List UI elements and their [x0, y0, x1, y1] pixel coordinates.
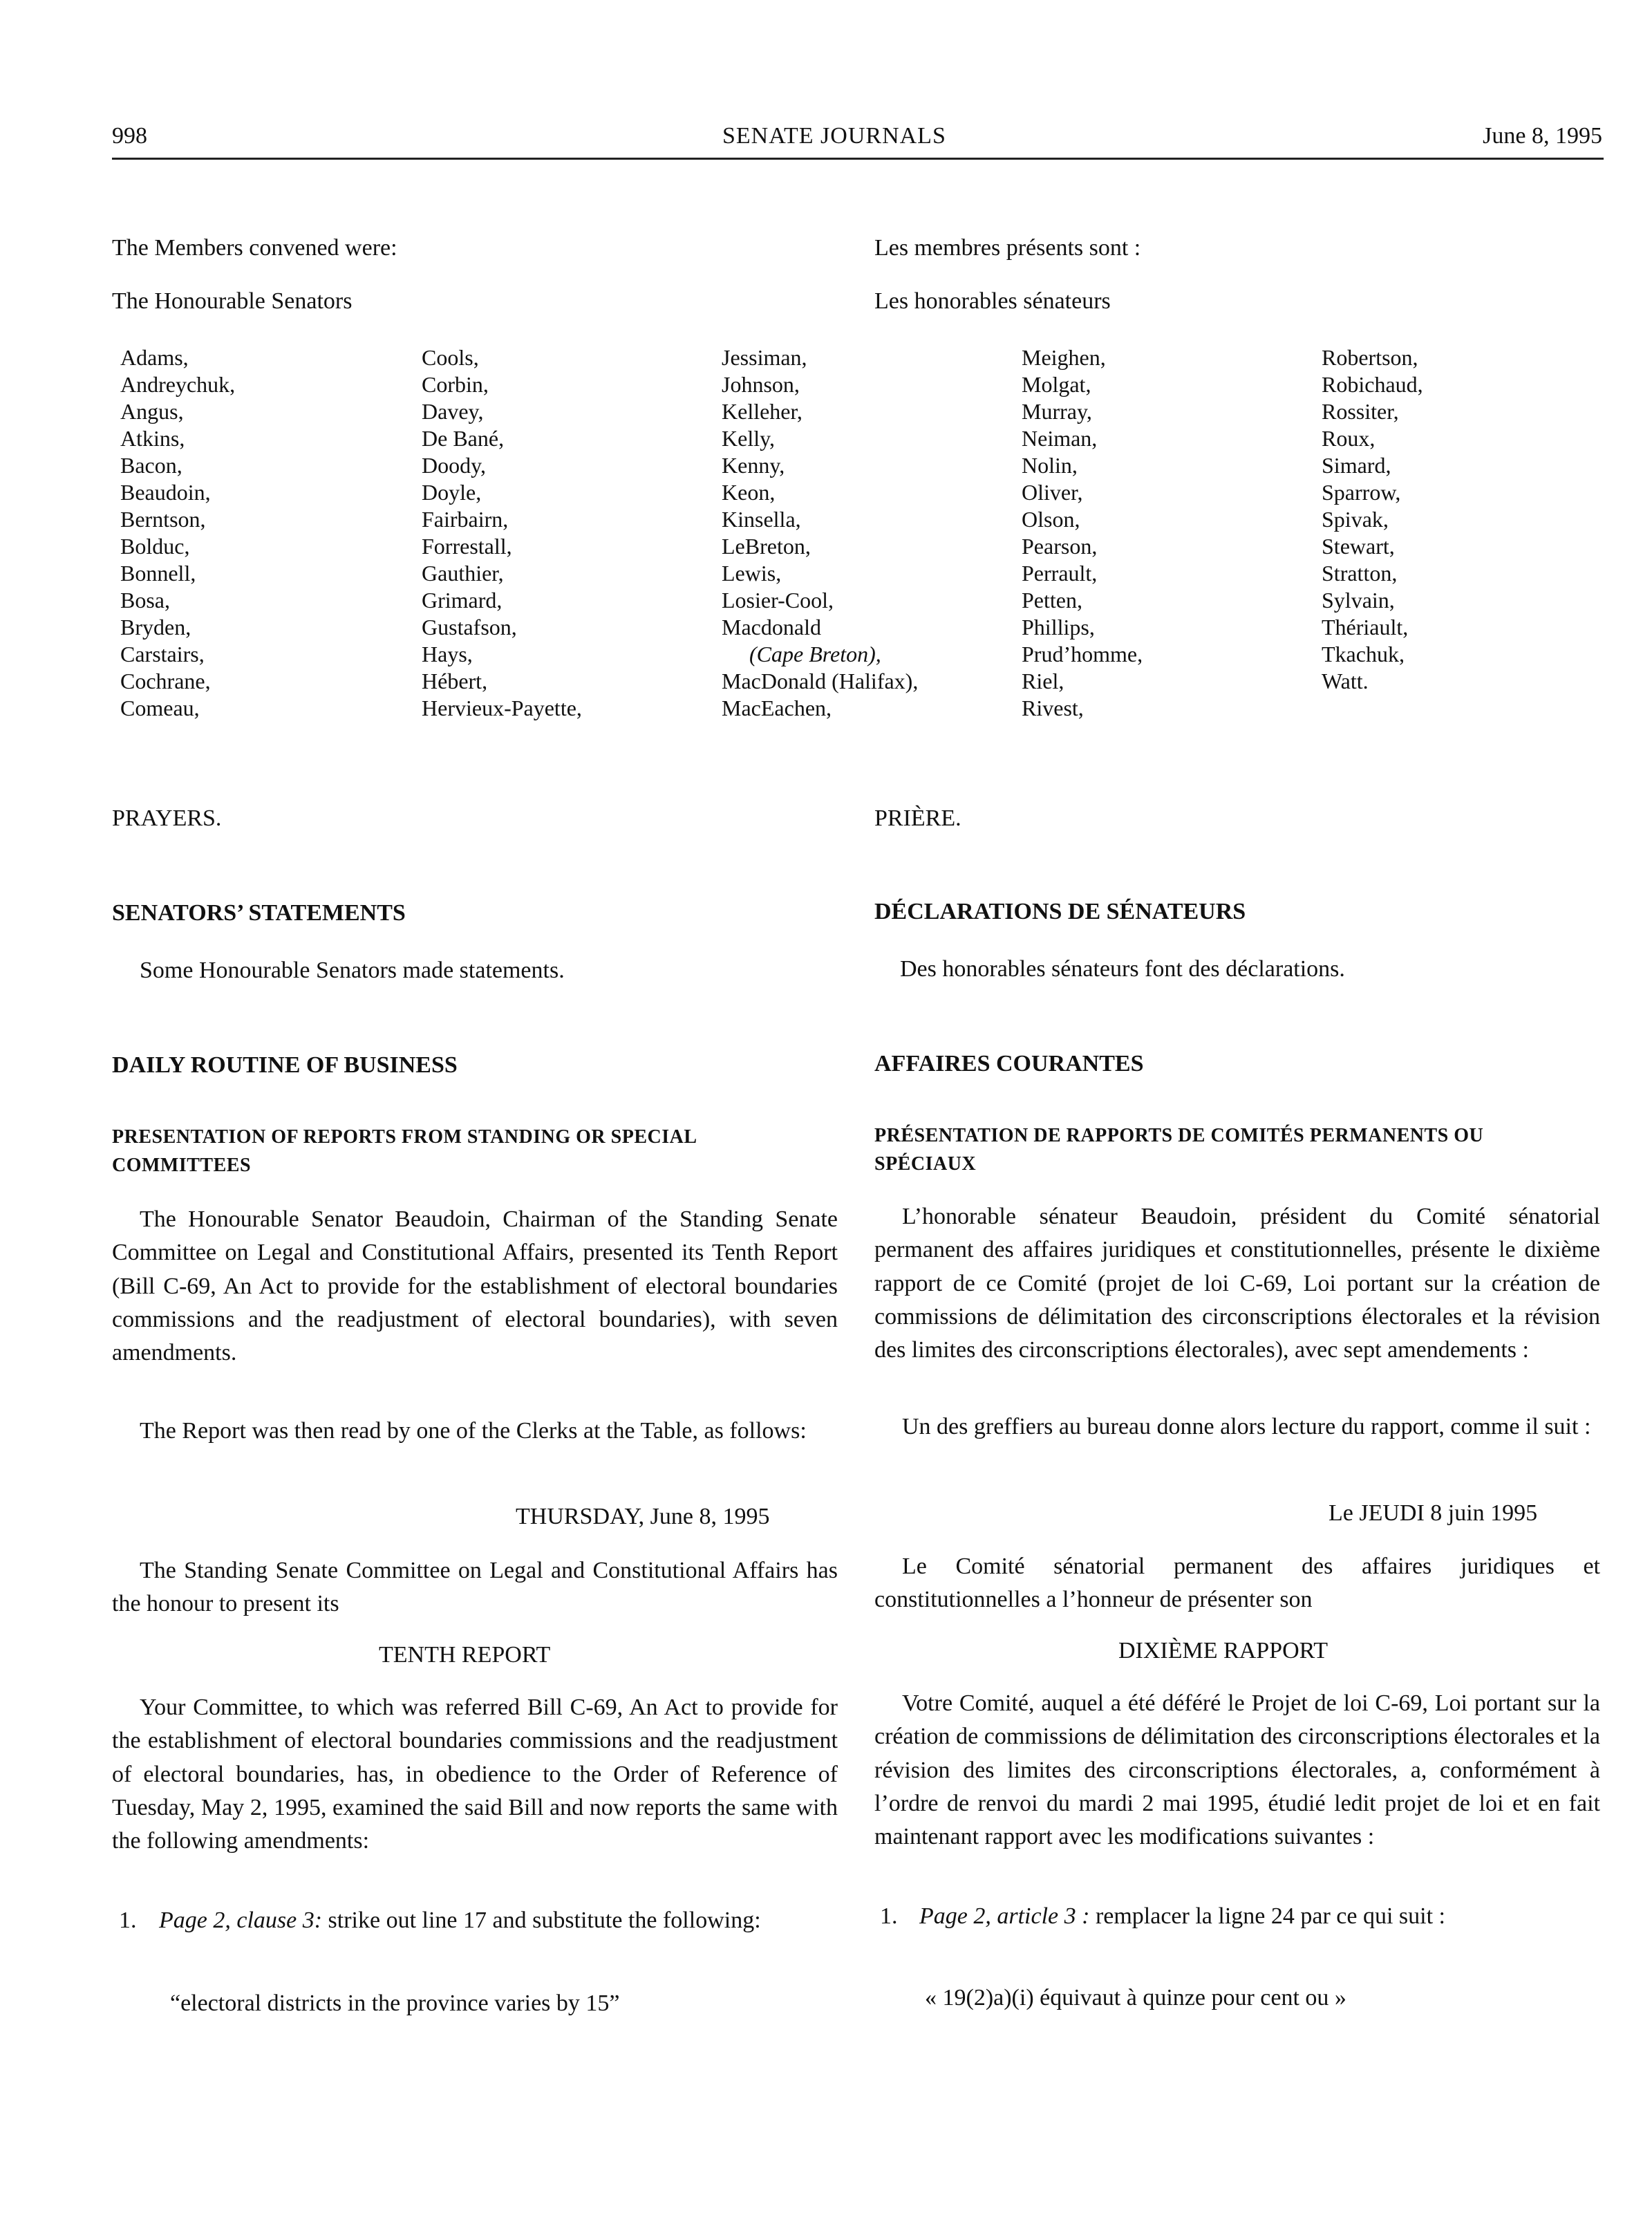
senator-name: Keon,	[722, 480, 776, 505]
report-date-fr: Le JEUDI 8 juin 1995	[1329, 1500, 1538, 1526]
senator-name: Doody,	[422, 453, 487, 478]
senator-name: Olson,	[1022, 507, 1080, 532]
senator-name-qualifier: (Cape Breton),	[749, 642, 881, 666]
amendment-quote-en: “electoral districts in the province varies by 15”	[170, 1990, 620, 2016]
prayers-fr: PRIÈRE.	[874, 805, 961, 831]
senator-name: Grimard,	[422, 588, 503, 613]
senator-name: Perrault,	[1022, 561, 1098, 586]
senator-name: Robichaud,	[1322, 372, 1423, 397]
senator-name: Sylvain,	[1322, 588, 1395, 613]
presentation-heading-en: PRESENTATION OF REPORTS FROM STANDING OR SPECIAL COMMITTEES	[112, 1126, 696, 1176]
senator-name: Gustafson,	[422, 615, 517, 640]
senator-name: Spivak,	[1322, 507, 1389, 532]
senator-name: Prud’homme,	[1022, 642, 1143, 666]
presentation-heading-fr: PRÉSENTATION DE RAPPORTS DE COMITÉS PERMANENTS OU SPÉCIAUX	[874, 1125, 1484, 1175]
senator-name: Thériault,	[1322, 615, 1409, 640]
header-rule	[112, 158, 1604, 160]
statements-heading-fr: DÉCLARATIONS DE SÉNATEURS	[874, 899, 1246, 924]
senator-name: Hébert,	[422, 669, 488, 693]
senators-column-5	[1322, 344, 1423, 695]
report-title-en: TENTH REPORT	[379, 1642, 551, 1668]
senator-name: Adams,	[120, 345, 189, 370]
senator-name: Rossiter,	[1322, 399, 1399, 424]
senator-name: Lewis,	[722, 561, 782, 586]
routine-heading-en: DAILY ROUTINE OF BUSINESS	[112, 1052, 458, 1078]
senator-name: Simard,	[1322, 453, 1391, 478]
senator-name: Corbin,	[422, 372, 489, 397]
senator-name: Doyle,	[422, 480, 482, 505]
senator-name: Andreychuk,	[120, 372, 236, 397]
honourable-senators-fr: Les honorables sénateurs	[874, 288, 1111, 314]
statements-text-fr: Des honorables sénateurs font des déclarations.	[900, 956, 1345, 982]
report-read-paragraph-en: The Report was then read by one of the Clerks at the Table, as follows:	[140, 1418, 807, 1444]
amendment-text-fr	[919, 1900, 1600, 1933]
report-presented-paragraph-fr: L’honorable sénateur Beaudoin, président du Comité sénatorial permanent des affaires juridiques et constitutionnelles, présente le dixième rapport de ce Comité (projet de loi C-69, Loi portant sur la création de commissions de délimitation des circonscriptions électorales et la révision des limites des circonscriptions électorales), avec sept amendements :	[874, 1204, 1600, 1363]
senator-name: Beaudoin,	[120, 480, 211, 505]
senator-name: Hervieux-Payette,	[422, 696, 582, 720]
report-title-fr: DIXIÈME RAPPORT	[1118, 1638, 1329, 1663]
running-title: SENATE JOURNALS	[722, 123, 946, 149]
senator-name: Stewart,	[1322, 534, 1395, 559]
senator-name: Kenny,	[722, 453, 785, 478]
members-convened-en: The Members convened were:	[112, 235, 397, 261]
senator-name: Molgat,	[1022, 372, 1091, 397]
senator-name: Atkins,	[120, 426, 185, 451]
committee-honour-paragraph-fr: Le Comité sénatorial permanent des affaires juridiques et constitutionnelles a l’honneur de présenter son	[874, 1554, 1600, 1613]
senator-name: Comeau,	[120, 696, 200, 720]
senator-name: Gauthier,	[422, 561, 504, 586]
senator-name: Jessiman,	[722, 345, 807, 370]
senators-column-3	[722, 344, 918, 722]
senator-name: Murray,	[1022, 399, 1092, 424]
senator-name: Davey,	[422, 399, 484, 424]
members-convened-fr: Les membres présents sont :	[874, 235, 1141, 261]
senator-name: Kelly,	[722, 426, 776, 451]
senator-name: Bolduc,	[120, 534, 190, 559]
amendment-instruction-en: strike out line 17 and substitute the following:	[328, 1908, 761, 1933]
committee-honour-paragraph-en: The Standing Senate Committee on Legal and Constitutional Affairs has the honour to present its	[112, 1558, 838, 1617]
committee-report-paragraph-en: Your Committee, to which was referred Bill C-69, An Act to provide for the establishment of electoral boundaries commissions and the readjustment of electoral boundaries, has, in obedience to the Order of Reference of Tuesday, May 2, 1995, examined the said Bill and now reports the same with the following amendments:	[112, 1695, 838, 1854]
amendment-instruction-fr: remplacer la ligne 24 par ce qui suit :	[1095, 1903, 1445, 1929]
amendment-reference-fr: Page 2, article 3 :	[919, 1903, 1090, 1929]
senator-name: De Bané,	[422, 426, 505, 451]
amendment-quote-fr: « 19(2)a)(i) équivaut à quinze pour cent ou »	[925, 1985, 1346, 2011]
senator-name: Meighen,	[1022, 345, 1106, 370]
senator-name: Johnson,	[722, 372, 800, 397]
header-date: June 8, 1995	[1483, 123, 1602, 149]
senator-name: Neiman,	[1022, 426, 1098, 451]
senator-name: Watt.	[1322, 669, 1369, 693]
report-date-en: THURSDAY, June 8, 1995	[516, 1504, 770, 1529]
prayers-en: PRAYERS.	[112, 805, 222, 831]
senator-name: Tkachuk,	[1322, 642, 1405, 666]
senator-name: Cochrane,	[120, 669, 211, 693]
routine-heading-fr: AFFAIRES COURANTES	[874, 1051, 1144, 1076]
senator-name: LeBreton,	[722, 534, 811, 559]
senators-column-1	[120, 344, 235, 722]
senator-name: Bosa,	[120, 588, 170, 613]
senator-name: Robertson,	[1322, 345, 1418, 370]
senator-name: Fairbairn,	[422, 507, 509, 532]
senator-name: Forrestall,	[422, 534, 512, 559]
page-number: 998	[112, 123, 147, 149]
senator-name: Hays,	[422, 642, 473, 666]
honourable-senators-en: The Honourable Senators	[112, 288, 353, 314]
report-read-paragraph-fr: Un des greffiers au bureau donne alors lecture du rapport, comme il suit :	[902, 1414, 1591, 1439]
senator-name: Petten,	[1022, 588, 1082, 613]
senator-name: MacDonald (Halifax),	[722, 669, 919, 693]
senator-name: Cools,	[422, 345, 479, 370]
senator-name: Berntson,	[120, 507, 206, 532]
senator-name: Nolin,	[1022, 453, 1078, 478]
statements-heading-en: SENATORS’ STATEMENTS	[112, 900, 406, 926]
senators-column-2	[422, 344, 582, 722]
senator-name: Angus,	[120, 399, 184, 424]
senator-name: Phillips,	[1022, 615, 1095, 640]
senator-name: Bonnell,	[120, 561, 196, 586]
senator-name: Kelleher,	[722, 399, 802, 424]
senator-name: Rivest,	[1022, 696, 1084, 720]
senator-name: Macdonald	[722, 615, 821, 640]
committee-report-paragraph-fr: Votre Comité, auquel a été déféré le Projet de loi C-69, Loi portant sur la création de commissions de délimitation des circonscriptions électorales et la révision des limites des circonscriptions électorales, a, conformément à l’ordre de renvoi du mardi 2 mai 1995, étudié ledit projet de loi et en fait maintenant rapport avec les modifications suivantes :	[874, 1690, 1600, 1850]
senator-name: Stratton,	[1322, 561, 1398, 586]
senator-name: Oliver,	[1022, 480, 1083, 505]
amendment-reference-en: Page 2, clause 3:	[159, 1908, 323, 1933]
senator-name: Carstairs,	[120, 642, 205, 666]
senator-name: Losier-Cool,	[722, 588, 834, 613]
senator-name: Kinsella,	[722, 507, 801, 532]
amendment-number-fr: 1.	[880, 1903, 898, 1929]
senator-name: Roux,	[1322, 426, 1376, 451]
amendment-number-en: 1.	[119, 1908, 137, 1933]
senator-name: Pearson,	[1022, 534, 1098, 559]
senator-name: Bacon,	[120, 453, 182, 478]
senator-name: Sparrow,	[1322, 480, 1401, 505]
senator-name: MacEachen,	[722, 696, 832, 720]
senators-column-4	[1022, 344, 1143, 722]
report-presented-paragraph-en: The Honourable Senator Beaudoin, Chairman of the Standing Senate Committee on Legal and Constitutional Affairs, presented its Tenth Report (Bill C-69, An Act to provide for the establishment of electoral boundaries commissions and the readjustment of electoral boundaries), with seven amendments.	[112, 1206, 838, 1366]
amendment-text-en	[159, 1904, 838, 1937]
senator-name: Bryden,	[120, 615, 191, 640]
senator-name: Riel,	[1022, 669, 1064, 693]
statements-text-en: Some Honourable Senators made statements.	[140, 958, 565, 983]
